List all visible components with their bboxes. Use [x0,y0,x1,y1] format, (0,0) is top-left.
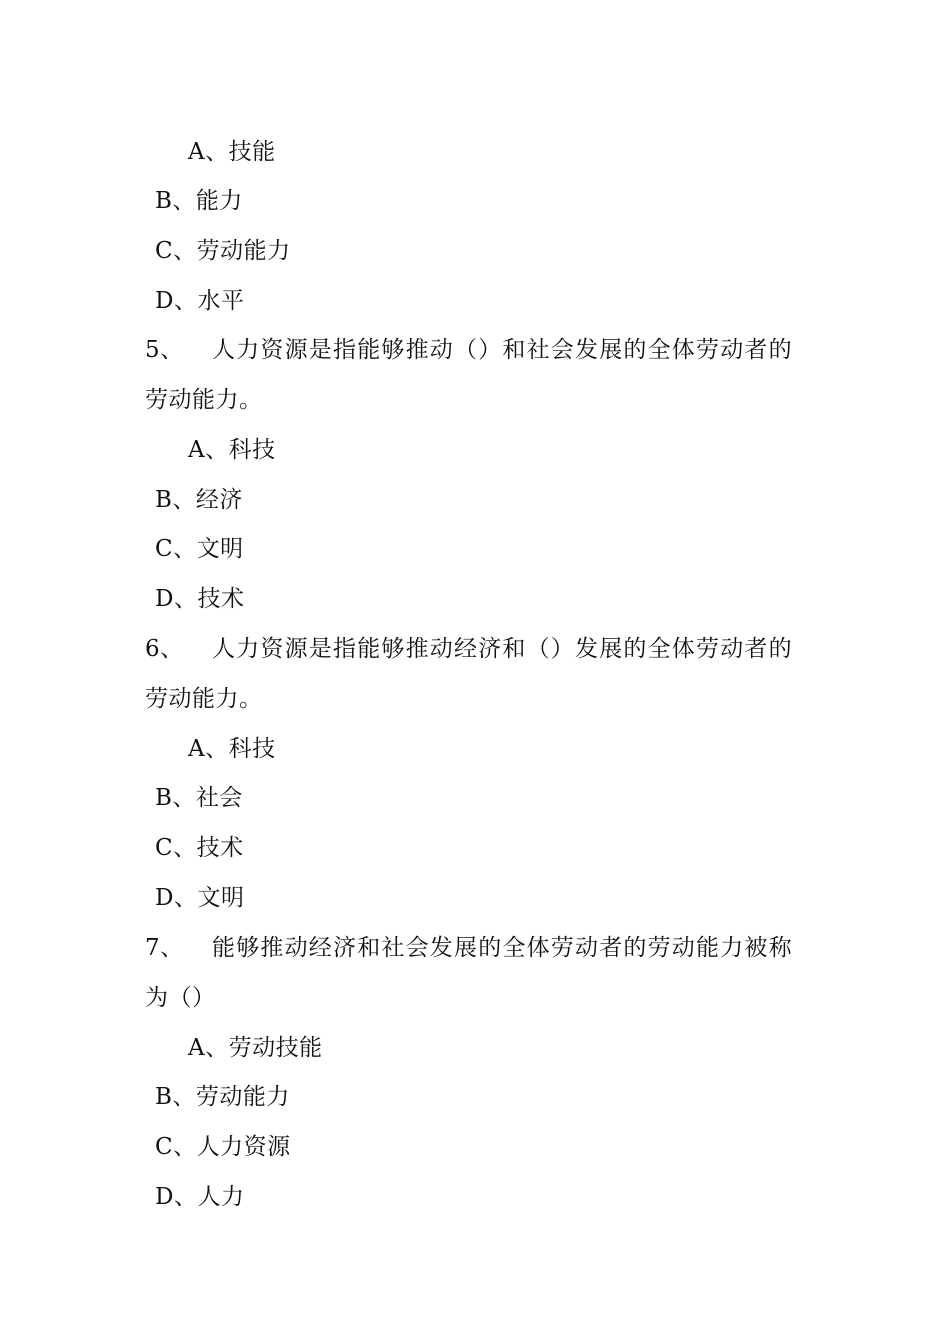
option-c: C、人力资源 [155,1134,291,1160]
question-number: 7、 [145,935,184,961]
option-d: D、水平 [155,288,245,314]
option-a: A、劳动技能 [188,1035,323,1061]
option-d: D、文明 [155,885,245,911]
option-d: D、人力 [155,1184,245,1210]
option-b: B、劳动能力 [155,1084,290,1110]
question-text-continued: 为（） [145,985,216,1011]
option-a: A、科技 [188,437,276,463]
question-text-continued: 劳动能力。 [145,387,263,413]
option-a: A、科技 [188,736,276,762]
question-text-continued: 劳动能力。 [145,686,263,712]
question-number: 6、 [145,636,184,662]
option-b: B、经济 [155,487,243,513]
option-a: A、技能 [188,139,276,165]
question-number: 5、 [145,337,184,363]
option-d: D、技术 [155,586,245,612]
option-b: B、能力 [155,188,243,214]
option-c: C、文明 [155,536,244,562]
option-c: C、技术 [155,835,244,861]
question-text: 人力资源是指能够推动经济和（）发展的全体劳动者的 [212,636,793,662]
option-c: C、劳动能力 [155,238,291,264]
question-text: 人力资源是指能够推动（）和社会发展的全体劳动者的 [212,337,793,363]
question-text: 能够推动经济和社会发展的全体劳动者的劳动能力被称 [212,935,793,961]
option-b: B、社会 [155,785,243,811]
